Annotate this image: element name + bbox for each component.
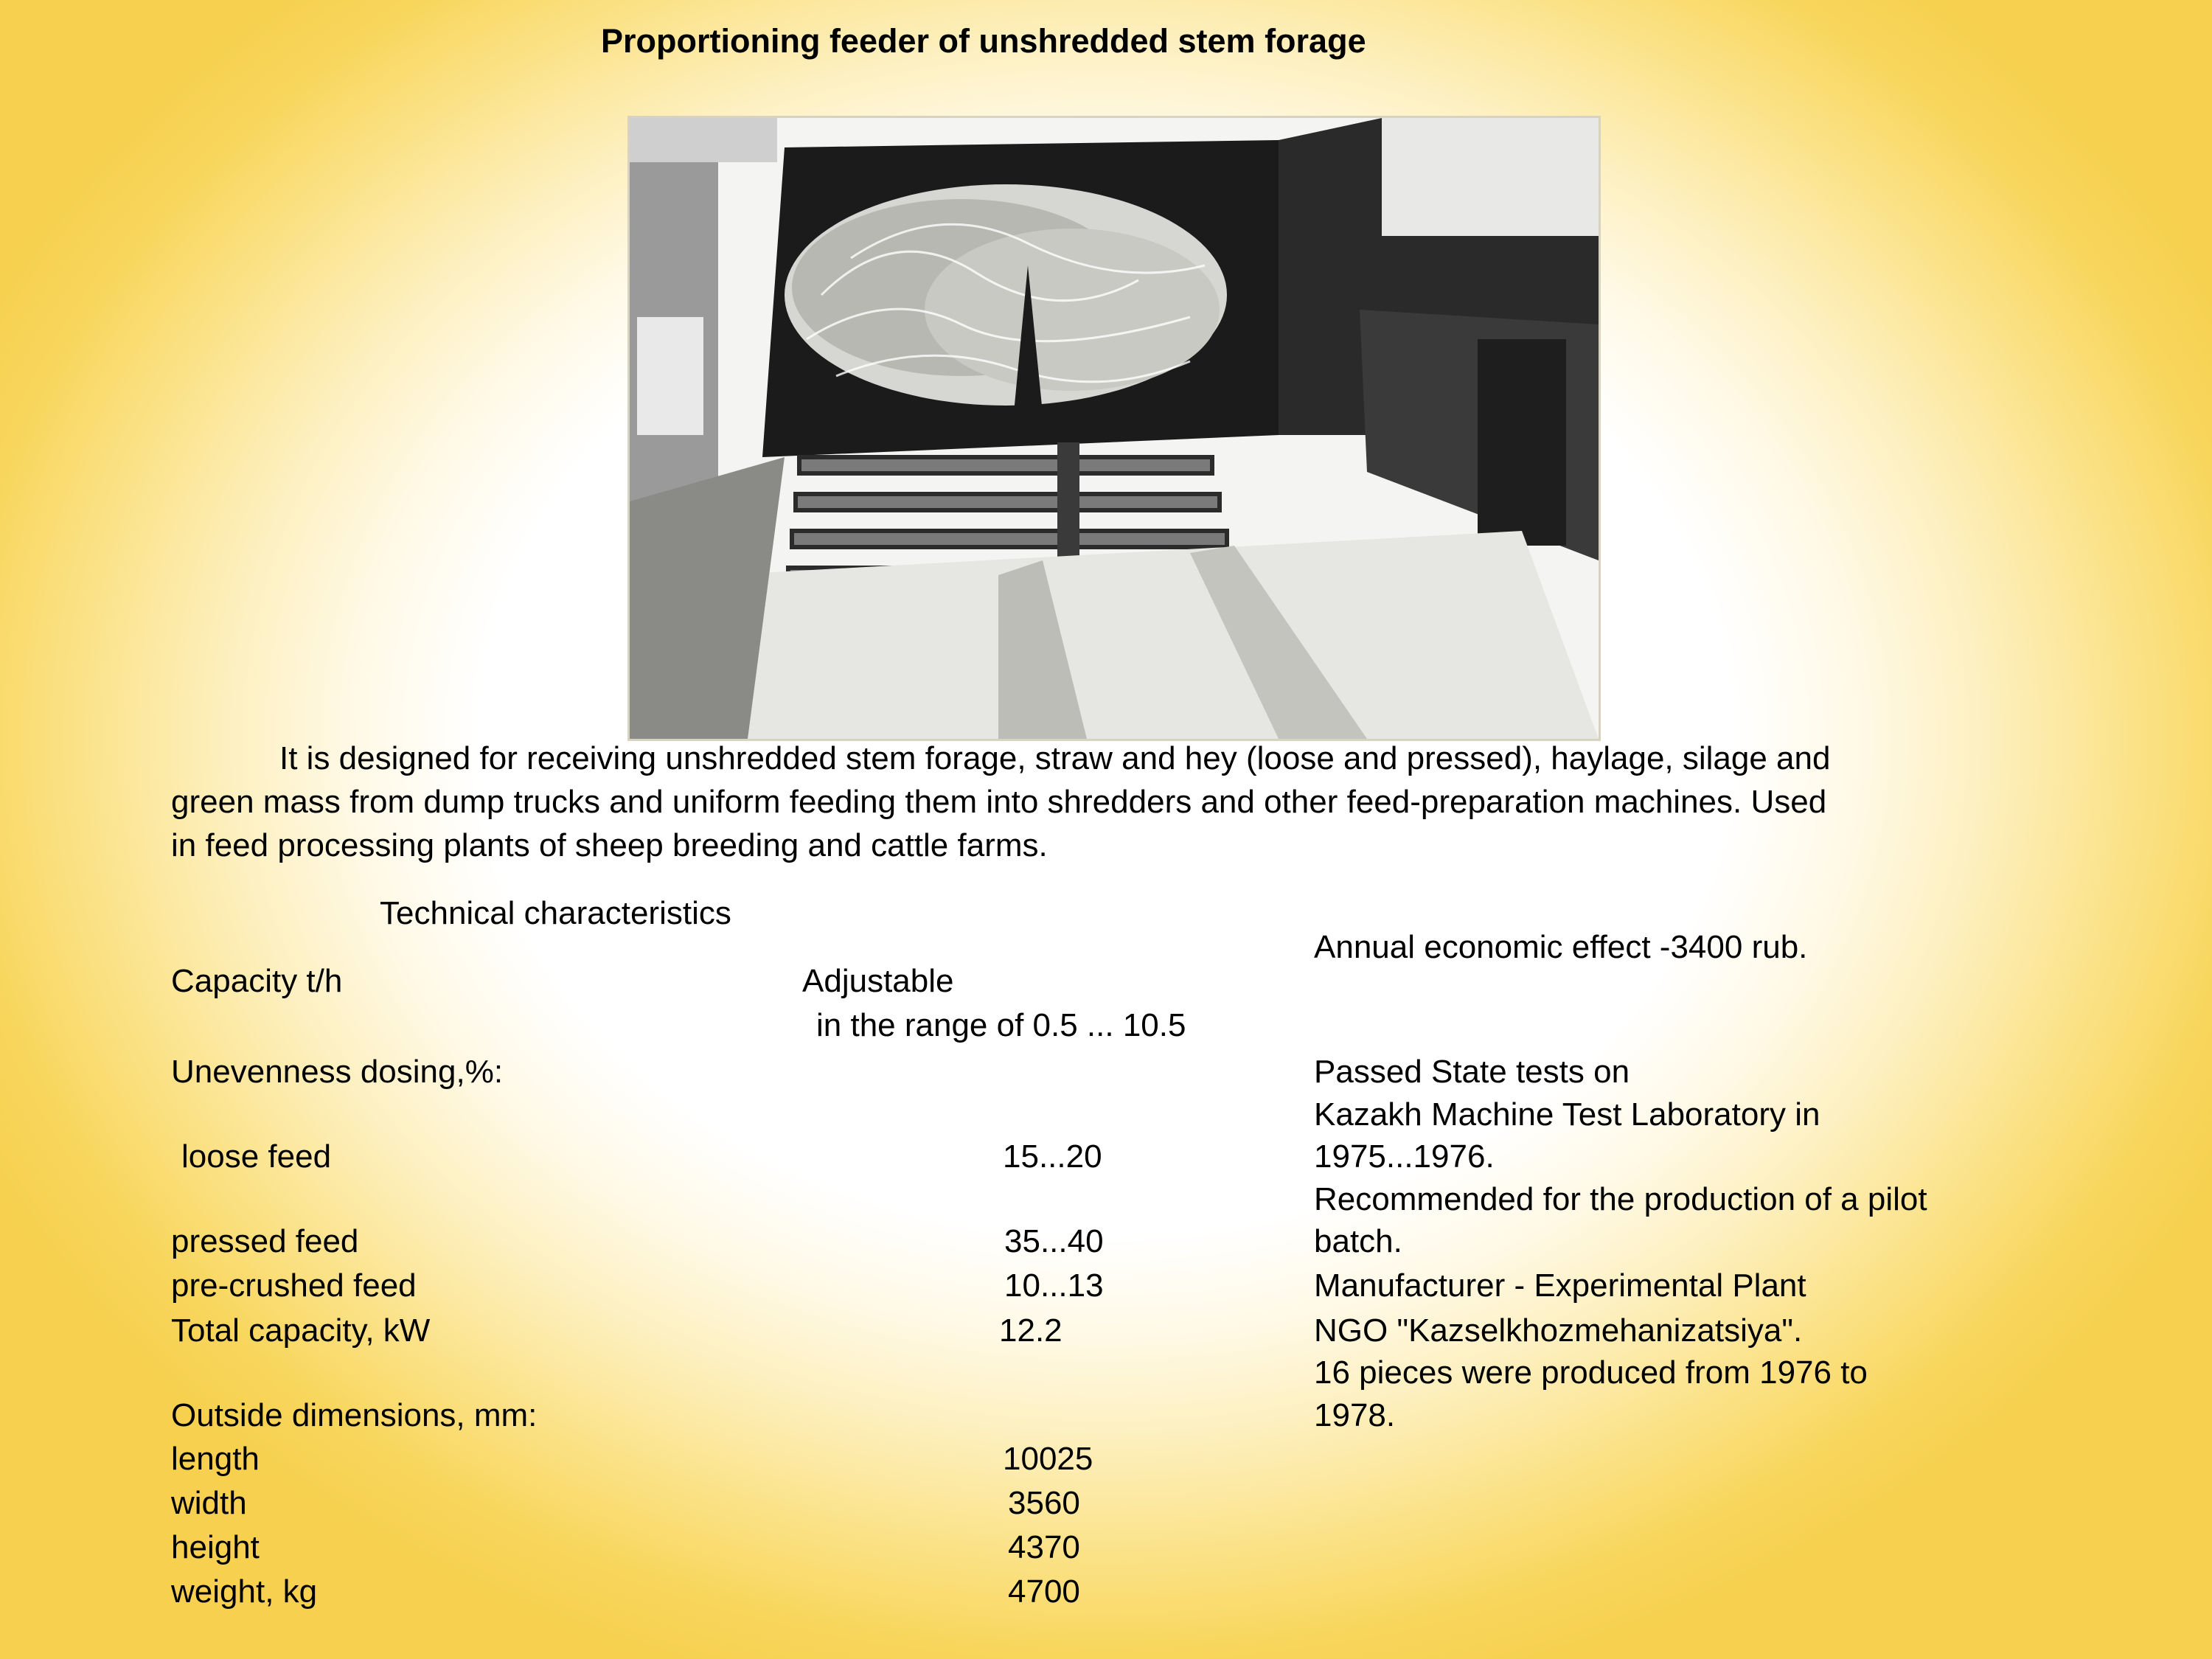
info-line: NGO "Kazselkhozmehanizatsiya".: [1314, 1312, 1803, 1349]
specs-heading: Technical characteristics: [380, 895, 731, 931]
spec-label-total-capacity: Total capacity, kW: [171, 1312, 431, 1349]
info-line: Recommended for the production of a pilot: [1314, 1181, 1927, 1217]
dim-label-width: width: [171, 1485, 247, 1521]
info-line: 16 pieces were produced from 1976 to: [1314, 1354, 1868, 1391]
capacity-value-2: in the range of 0.5 ... 10.5: [816, 1007, 1186, 1043]
spec-label-precrushed: pre-crushed feed: [171, 1267, 417, 1304]
info-line: Passed State tests on: [1314, 1054, 1630, 1090]
dim-value-length: 10025: [1003, 1441, 1093, 1477]
spec-value-loose: 15...20: [1003, 1138, 1102, 1175]
dim-value-weight: 4700: [1008, 1573, 1080, 1610]
dim-label-weight: weight, kg: [171, 1573, 318, 1610]
feeder-photo: [627, 116, 1601, 741]
info-line: Manufacturer - Experimental Plant: [1314, 1267, 1806, 1304]
page-title: Proportioning feeder of unshredded stem forage: [601, 22, 1366, 60]
spec-value-precrushed: 10...13: [1004, 1267, 1104, 1304]
dim-value-height: 4370: [1008, 1529, 1080, 1565]
spec-label-pressed: pressed feed: [171, 1223, 359, 1259]
capacity-label: Capacity t/h: [171, 963, 343, 999]
dim-label-height: height: [171, 1529, 260, 1565]
info-line: batch.: [1314, 1223, 1402, 1259]
description-line-3: in feed processing plants of sheep breeding and cattle farms.: [171, 827, 1048, 863]
capacity-value-1: Adjustable: [802, 963, 954, 999]
info-line: 1978.: [1314, 1397, 1396, 1433]
info-line: Kazakh Machine Test Laboratory in: [1314, 1096, 1820, 1133]
description: [171, 737, 2065, 867]
spec-value-pressed: 35...40: [1004, 1223, 1104, 1259]
description-line-1: It is designed for receiving unshredded stem forage, straw and hey (loose and pressed), haylage, silage and: [279, 740, 1831, 776]
spec-value-total-capacity: 12.2: [999, 1312, 1062, 1349]
dim-value-width: 3560: [1008, 1485, 1080, 1521]
feeder-photo-illustration: [630, 118, 1599, 739]
info-line: 1975...1976.: [1314, 1138, 1495, 1175]
dimensions-label: Outside dimensions, mm:: [171, 1397, 538, 1433]
unevenness-label: Unevenness dosing,%:: [171, 1054, 504, 1090]
spec-label-loose: loose feed: [181, 1138, 332, 1175]
economic-effect: Annual economic effect -3400 rub.: [1314, 929, 1808, 965]
dim-label-length: length: [171, 1441, 260, 1477]
description-line-2: green mass from dump trucks and uniform feeding them into shredders and other feed-preparation machines. Used: [171, 784, 1827, 820]
